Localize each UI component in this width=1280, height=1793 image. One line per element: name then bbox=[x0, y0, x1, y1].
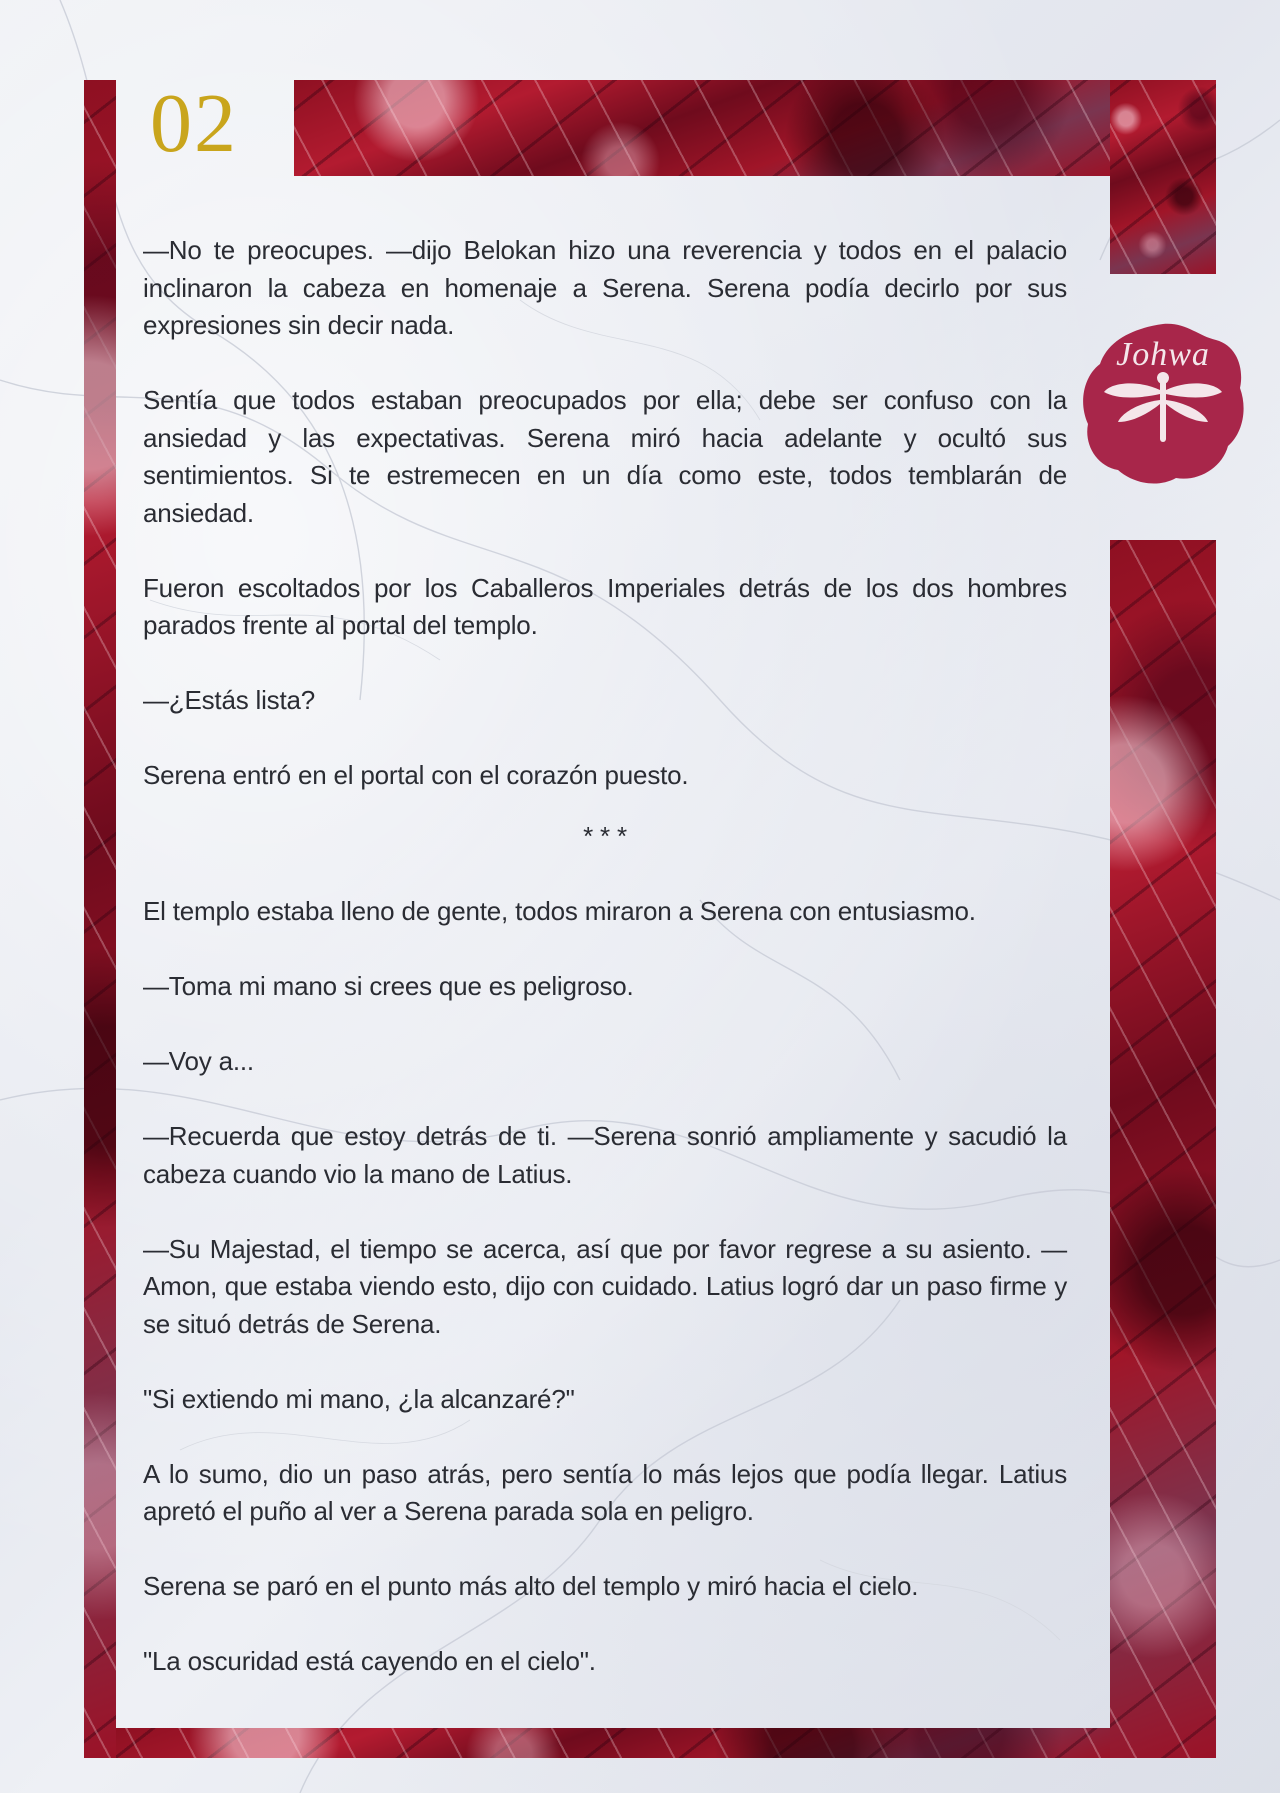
frame-top-border bbox=[294, 80, 1110, 176]
chapter-number: 02 bbox=[150, 77, 238, 170]
paragraph: —Recuerda que estoy detrás de ti. —Serena sonrió ampliamente y sacudió la cabeza cuando vio la mano de Latius. bbox=[143, 1121, 1067, 1189]
frame-left-border bbox=[84, 80, 116, 1758]
paragraph: "Si extiendo mi mano, ¿la alcanzaré?" bbox=[143, 1383, 575, 1414]
paragraph: Serena se paró en el punto más alto del templo y miró hacia el cielo. bbox=[143, 1571, 919, 1601]
scene-break: * * * bbox=[583, 821, 627, 851]
paragraph: Sentía que todos estaban preocupados por ella; debe ser confuso con la ansiedad y las expectativas. Serena miró hacia adelante y ocultó sus sentimientos. Si te estremecen en un día como este, todos temblarán de ansiedad. bbox=[143, 385, 1067, 528]
paragraph: Serena entró en el portal con el corazón puesto. bbox=[143, 760, 689, 790]
johwa-logo bbox=[1078, 318, 1248, 488]
paragraph: A lo sumo, dio un paso atrás, pero sentía lo más lejos que podía llegar. Latius apretó el puño al ver a Serena parada sola en peligro. bbox=[143, 1458, 1067, 1526]
paragraph: —No te preocupes. —dijo Belokan hizo una reverencia y todos en el palacio inclinaron la cabeza en homenaje a Serena. Serena podía decirlo por sus expresiones sin decir nada. bbox=[143, 235, 1067, 340]
paragraph: —¿Estás lista? bbox=[143, 685, 316, 715]
paragraph: El templo estaba lleno de gente, todos miraron a Serena con entusiasmo. bbox=[143, 896, 976, 926]
paragraph: —Toma mi mano si crees que es peligroso. bbox=[143, 971, 634, 1001]
frame-top-right-corner bbox=[1110, 80, 1216, 274]
frame-bottom-border bbox=[116, 1728, 1110, 1758]
paragraph: "La oscuridad está cayendo en el cielo". bbox=[143, 1646, 596, 1676]
paragraph: Fueron escoltados por los Caballeros Imperiales detrás de los dos hombres parados frente al portal del templo. bbox=[143, 572, 1067, 640]
paragraph: —Voy a... bbox=[143, 1046, 254, 1076]
paragraph: —Su Majestad, el tiempo se acerca, así que por favor regrese a su asiento. —Amon, que estaba viendo esto, dijo con cuidado. Latius logró dar un paso firme y se situó detrás de Serena. bbox=[143, 1233, 1067, 1339]
logo-text: Johwa bbox=[1116, 336, 1210, 373]
frame-right-border bbox=[1110, 540, 1216, 1758]
chapter-text bbox=[143, 232, 1067, 1718]
